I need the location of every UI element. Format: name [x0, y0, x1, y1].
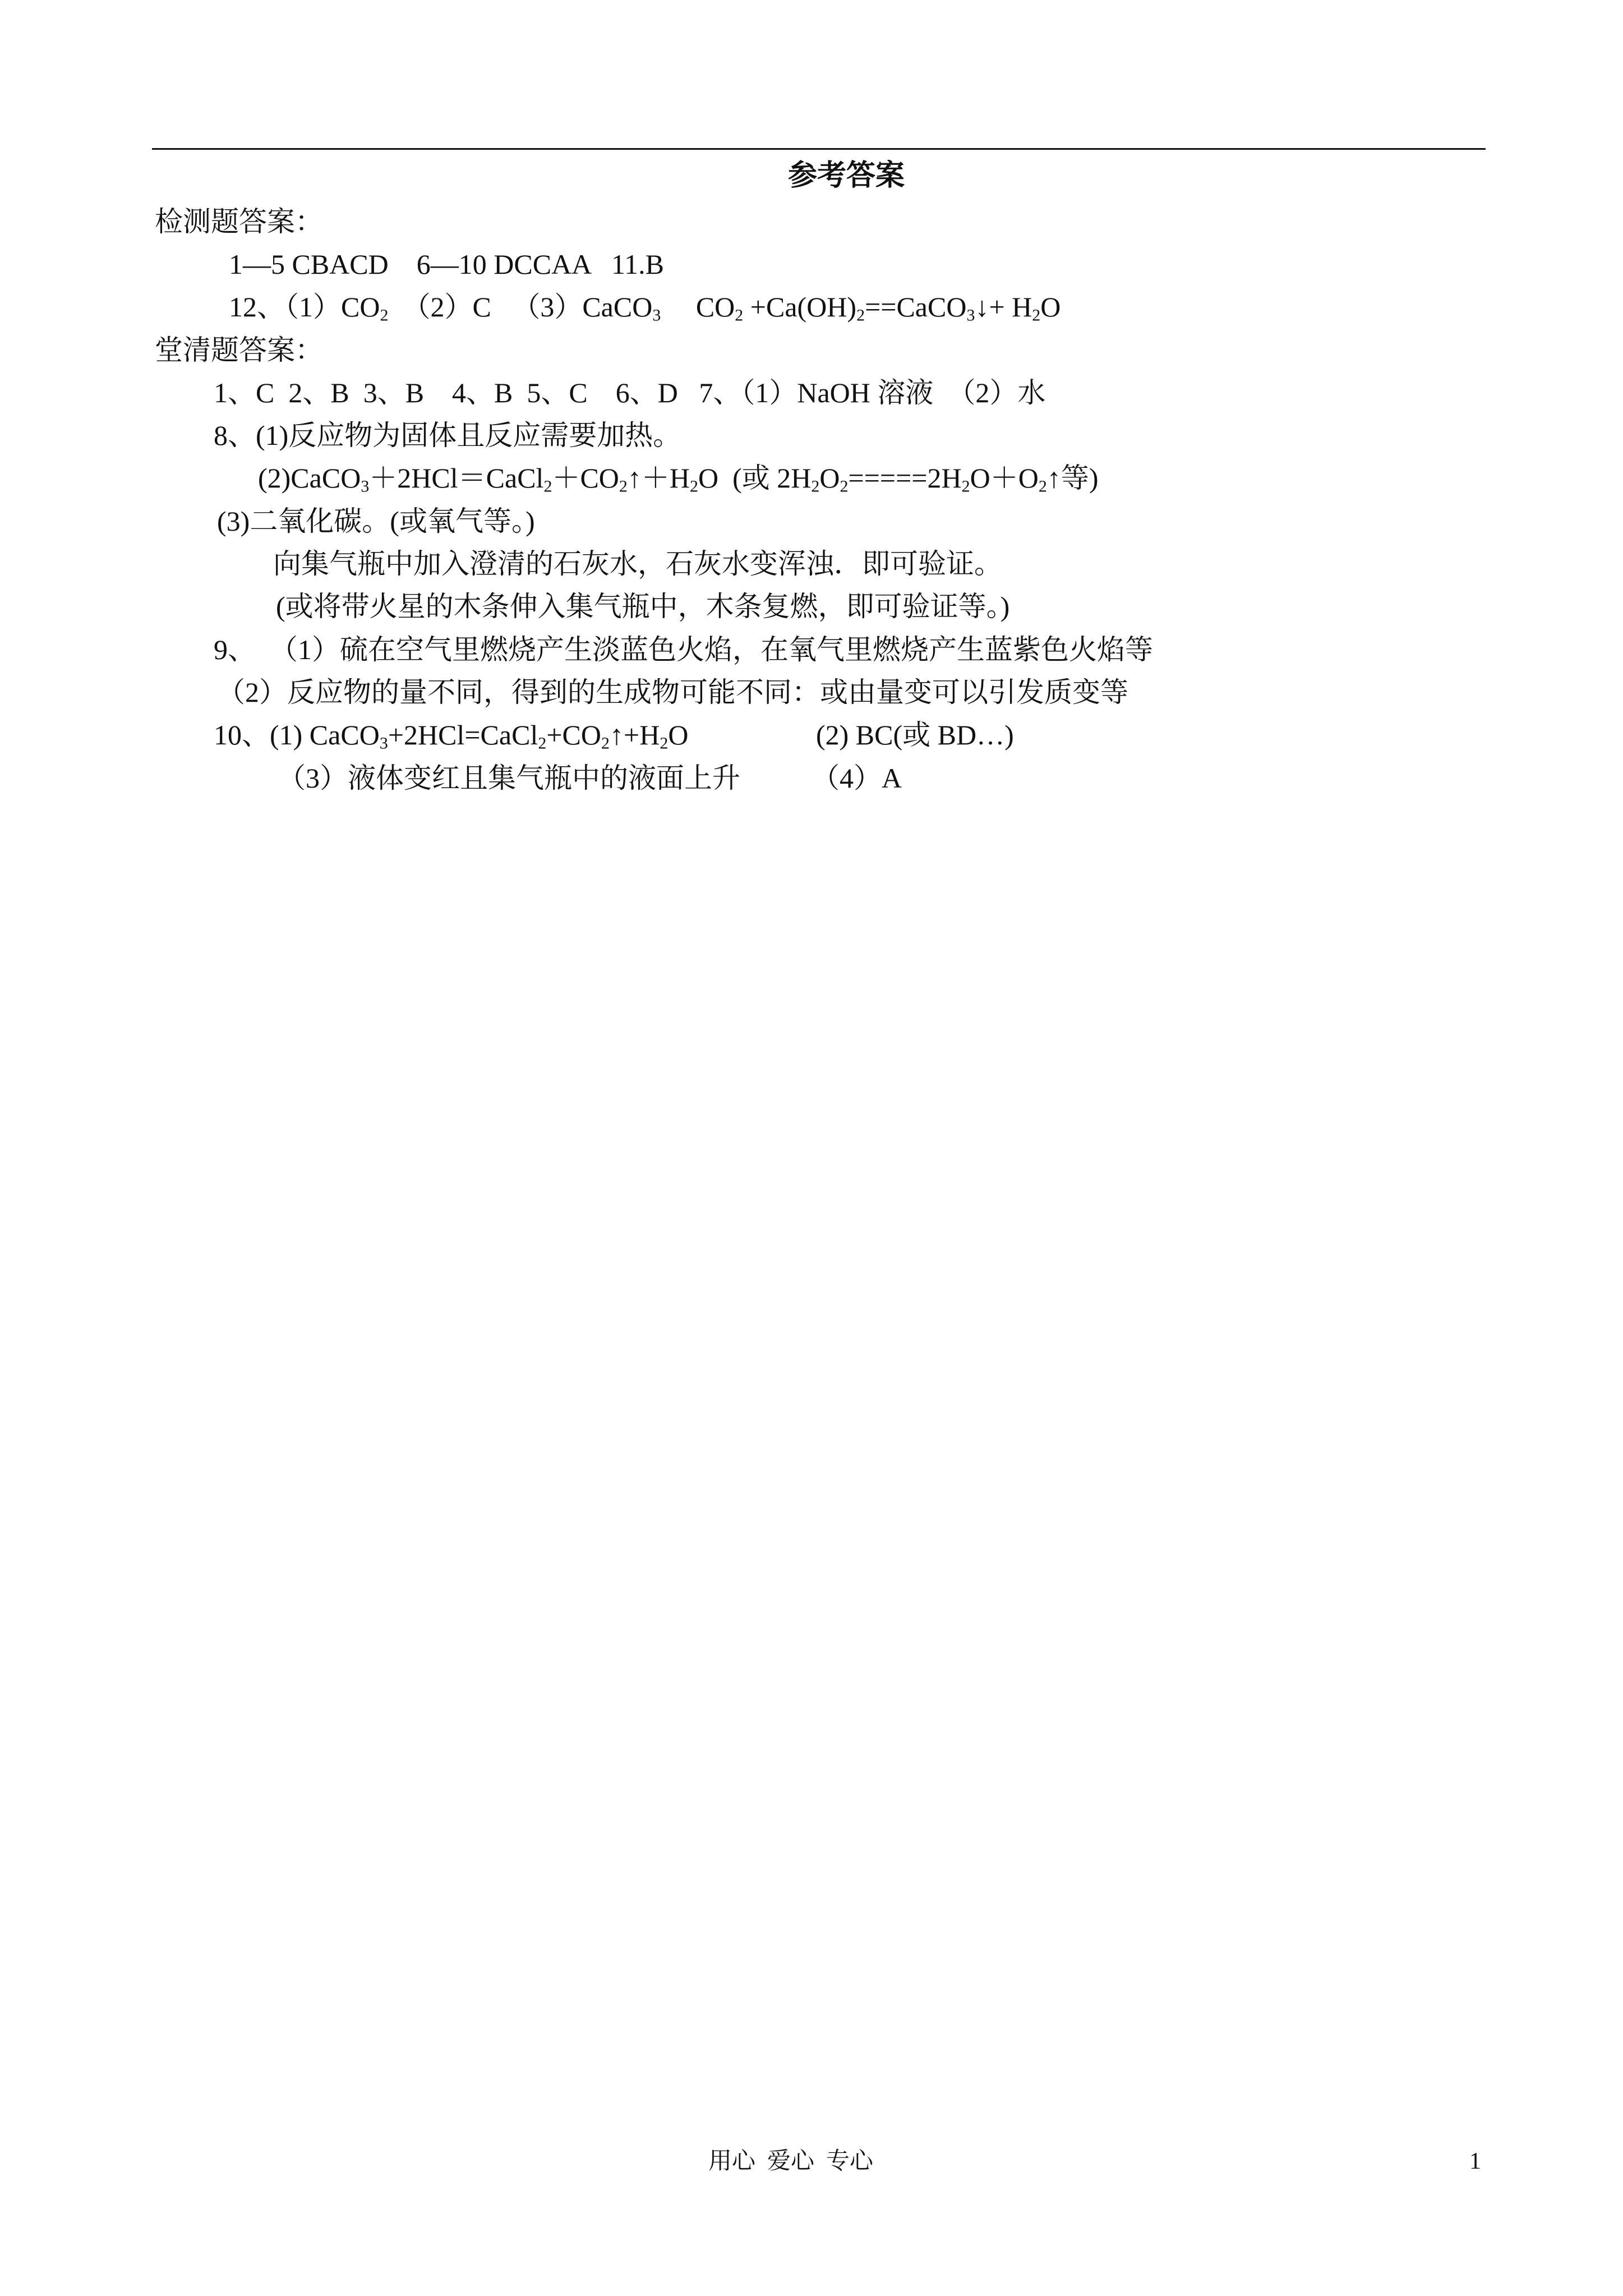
text-segment: CO	[661, 291, 735, 323]
text-segment: ＋2HCl＝CaCl	[369, 462, 544, 494]
subscript-text: 2	[660, 734, 668, 753]
page-title: 参考答案	[788, 160, 905, 192]
check-answers-heading	[155, 205, 323, 238]
header-rule	[152, 148, 1486, 150]
class-answers-q10-part1	[214, 718, 688, 752]
subscript-text: 3	[361, 477, 370, 496]
subscript-text: 3	[966, 306, 975, 325]
subscript-text: 2	[840, 477, 849, 496]
text-segment: 1、C 2、B 3、B 4、B 5、C 6、D 7、（1）NaOH 溶液 （2）水	[214, 377, 1046, 408]
class-answers-q8-part2	[258, 461, 1099, 495]
subscript-text: 2	[856, 306, 865, 325]
text-segment: (3)二氧化碳。(或氧气等。)	[217, 505, 535, 537]
class-answers-q10-part4	[811, 761, 902, 795]
text-segment: 10、(1) CaCO	[214, 719, 380, 751]
class-answers-q8-part1	[214, 418, 681, 452]
class-answers-heading	[155, 333, 323, 367]
subscript-text: 2	[380, 306, 389, 325]
text-segment: ↑等)	[1046, 462, 1099, 494]
subscript-text: 3	[652, 306, 661, 325]
footer-slogan: 用心 爱心 专心	[708, 2148, 874, 2174]
subscript-text: 2	[735, 306, 744, 325]
class-answers-q9-part2	[217, 675, 1128, 709]
class-answers-q8-part3-alternative	[276, 590, 1009, 623]
text-segment: （2）C （3）CaCO	[388, 291, 653, 323]
class-answers-q8-part3	[217, 504, 535, 538]
text-segment: ↓+ H	[975, 291, 1032, 323]
text-segment: +Ca(OH)	[743, 291, 857, 323]
text-segment: 向集气瓶中加入澄清的石灰水，石灰水变浑浊．即可验证。	[273, 548, 1002, 579]
subscript-text: 2	[961, 477, 970, 496]
class-answers-q10-part3	[278, 761, 740, 795]
text-segment: 1—5 CBACD 6—10 DCCAA 11.B	[229, 249, 665, 280]
check-answers-q12	[229, 290, 1061, 324]
text-segment: +2HCl=CaCl	[388, 719, 538, 751]
subscript-text: 2	[1038, 477, 1047, 496]
subscript-text: 2	[690, 477, 699, 496]
text-segment: O＋O	[970, 462, 1039, 494]
subscript-text: 2	[811, 477, 820, 496]
subscript-text: 2	[619, 477, 628, 496]
page-number: 1	[1469, 2148, 1481, 2174]
class-answers-choice-line	[214, 376, 1045, 409]
text-segment: +CO	[546, 719, 601, 751]
class-answers-q8-part3-method	[273, 547, 1002, 581]
class-answers-q9-part1	[214, 633, 1153, 666]
text-segment: 9、 （1）硫在空气里燃烧产生淡蓝色火焰，在氧气里燃烧产生蓝紫色火焰等	[214, 634, 1153, 665]
check-answers-choice-line	[229, 247, 664, 281]
text-segment: O	[1040, 291, 1061, 323]
text-segment: =====2H	[848, 462, 962, 494]
text-segment: O	[668, 719, 689, 751]
subscript-text: 3	[379, 734, 388, 753]
text-segment: 检测题答案：	[155, 206, 323, 237]
text-segment: 8、(1)反应物为固体且反应需要加热。	[214, 420, 681, 451]
class-answers-q10-part2	[816, 718, 1014, 752]
text-segment: (或将带火星的木条伸入集气瓶中，木条复燃，即可验证等。)	[276, 591, 1010, 622]
text-segment: O (或 2H	[698, 462, 811, 494]
text-segment: （3）液体变红且集气瓶中的液面上升	[278, 762, 740, 794]
text-segment: (2) BC(或 BD…)	[816, 719, 1014, 751]
text-segment: ==CaCO	[865, 291, 967, 323]
subscript-text: 2	[538, 734, 547, 753]
subscript-text: 2	[543, 477, 552, 496]
text-segment: 堂清题答案：	[155, 334, 323, 366]
text-segment: （2）反应物的量不同，得到的生成物可能不同：或由量变可以引发质变等	[217, 677, 1128, 708]
subscript-text: 2	[1032, 306, 1041, 325]
text-segment: ↑+H	[610, 719, 660, 751]
text-segment: （4）A	[811, 762, 902, 794]
text-segment: ↑＋H	[627, 462, 690, 494]
text-segment: ＋CO	[552, 462, 619, 494]
text-segment: O	[819, 462, 840, 494]
subscript-text: 2	[601, 734, 610, 753]
text-segment: (2)CaCO	[258, 462, 361, 494]
text-segment: 12、（1）CO	[229, 291, 380, 323]
